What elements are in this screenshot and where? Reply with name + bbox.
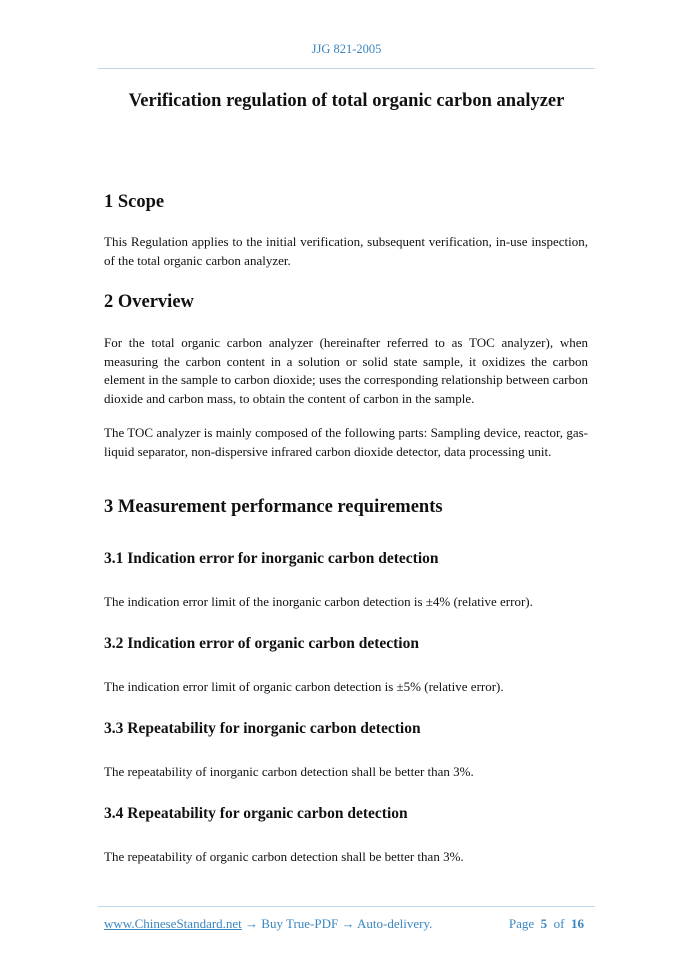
header-divider bbox=[98, 68, 595, 69]
scope-paragraph: This Regulation applies to the initial verification, subsequent verification, in-use inspection, of the total organic carbon analyzer. bbox=[104, 234, 588, 268]
page-title: Verification regulation of total organic carbon analyzer bbox=[128, 91, 565, 111]
subsection-heading-3-3: 3.3 Repeatability for inorganic carbon detection bbox=[104, 720, 421, 737]
section-heading-scope: 1 Scope bbox=[104, 192, 165, 212]
subsection-heading-3-1: 3.1 Indication error for inorganic carbon detection bbox=[104, 550, 439, 567]
subsection-text-3-1: The indication error limit of the inorganic carbon detection is ±4% (relative error). bbox=[104, 594, 533, 609]
overview-paragraph-1: For the total organic carbon analyzer (hereinafter referred to as TOC analyzer), when measuring the carbon content in a solution or solid state sample, it oxidizes the carbon element in the sample to carbon dioxide; uses the corresponding relationship between carbon dioxide and carbon mass, to obtain the content of carbon in the sample. bbox=[104, 335, 588, 406]
subsection-text-3-4: The repeatability of organic carbon detection shall be better than 3%. bbox=[104, 849, 464, 864]
page-label: Page bbox=[508, 916, 535, 931]
current-page: 5 bbox=[540, 916, 548, 931]
overview-paragraph-2: The TOC analyzer is mainly composed of the following parts: Sampling device, reactor, gas-liquid separator, non-dispersive infrared carbon dioxide detector, data processing unit. bbox=[104, 425, 588, 459]
subsection-heading-3-2: 3.2 Indication error of organic carbon detection bbox=[104, 635, 419, 652]
footer-divider bbox=[98, 906, 595, 907]
subsection-text-3-2: The indication error limit of organic carbon detection is ±5% (relative error). bbox=[104, 679, 504, 694]
of-label: of bbox=[553, 916, 565, 931]
subsection-heading-3-4: 3.4 Repeatability for organic carbon detection bbox=[104, 805, 408, 822]
subsection-text-3-3: The repeatability of inorganic carbon detection shall be better than 3%. bbox=[104, 764, 474, 779]
section-heading-overview: 2 Overview bbox=[104, 292, 194, 312]
page-indicator bbox=[509, 916, 584, 932]
footer-buy-text: → Buy True-PDF bbox=[241, 916, 342, 931]
footer-promo bbox=[104, 916, 432, 932]
total-pages: 16 bbox=[571, 916, 584, 931]
chinesestandard-link[interactable]: www.ChineseStandard.net bbox=[104, 916, 242, 931]
document-code-header: JJG 821-2005 bbox=[311, 42, 382, 56]
section-heading-requirements: 3 Measurement performance requirements bbox=[104, 497, 443, 517]
footer-delivery-text: → Auto-delivery. bbox=[341, 916, 433, 931]
